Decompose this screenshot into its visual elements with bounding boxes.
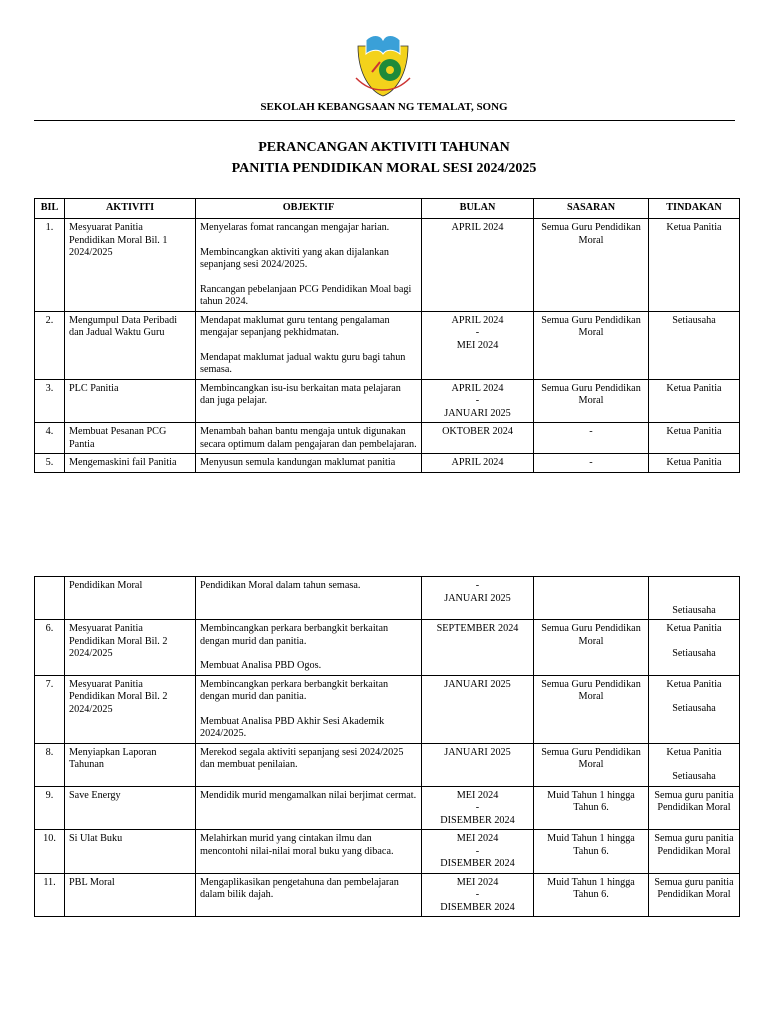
- cell-bulan: [422, 786, 534, 830]
- activity-name: Mengemaskini fail Panitia: [69, 457, 177, 468]
- table-row: [35, 311, 740, 379]
- month-line: -: [475, 845, 480, 857]
- cell-bil: [35, 873, 65, 917]
- month-line: SEPTEMBER 2024: [436, 623, 519, 634]
- row-number: 3.: [45, 382, 54, 394]
- action-text: Semua guru panitia Pendidikan Moral: [654, 833, 734, 857]
- table-row: [35, 219, 740, 312]
- month-line: DISEMBER 2024: [440, 901, 515, 913]
- objective-text: Membincangkan isu-isu berkaitan mata pelajaran dan juga pelajar.: [200, 382, 401, 406]
- cell-bulan: [422, 454, 534, 473]
- action-text: Setiausaha: [672, 771, 716, 782]
- cell-bil: [35, 311, 65, 379]
- cell-sasaran: [534, 454, 649, 473]
- cell-sasaran: [534, 786, 649, 830]
- cell-tindakan: [649, 675, 740, 743]
- row-number: 9.: [45, 789, 54, 801]
- target-text: Muid Tahun 1 hingga Tahun 6.: [547, 789, 635, 813]
- row-number: 4.: [45, 426, 54, 437]
- month-line: JANUARI 2025: [444, 592, 511, 604]
- activity-name: Mengumpul Data Peribadi dan Jadual Waktu Guru: [69, 314, 178, 338]
- target-text: -: [589, 457, 593, 468]
- row-number: 6.: [45, 623, 54, 634]
- action-text: Ketua Panitia: [666, 678, 722, 690]
- cell-sasaran: [534, 620, 649, 676]
- objective-text: Mengaplikasikan pengetahuna dan pembelajaran dalam bilik dajah.: [200, 876, 399, 900]
- objective-text: Melahirkan murid yang cintakan ilmu dan mencontohi nilai-nilai moral buku yang dibaca.: [200, 833, 394, 857]
- target-text: Semua Guru Pendidikan Moral: [541, 746, 641, 770]
- cell-tindakan: [649, 219, 740, 312]
- month-line: -: [475, 802, 480, 813]
- cell-tindakan: [649, 577, 740, 620]
- cell-tindakan: [649, 379, 740, 423]
- row-number: 7.: [45, 678, 54, 690]
- cell-bil: [35, 620, 65, 676]
- month-line: JANUARI 2025: [444, 678, 511, 690]
- activity-name: PBL Moral: [69, 876, 115, 888]
- table-header-row: [35, 199, 740, 219]
- action-text: Ketua Panitia: [666, 457, 722, 468]
- school-name: SEKOLAH KEBANGSAAN NG TEMALAT, SONG: [260, 101, 508, 113]
- cell-aktiviti: [65, 379, 196, 423]
- cell-objektif: [196, 620, 422, 676]
- objective-text: Membincangkan perkara berbangkit berkaitan dengan murid dan panitia.: [200, 678, 389, 702]
- cell-bil: [35, 577, 65, 620]
- activity-name: Mesyuarat Panitia Pendidikan Moral Bil. 1 2024/2025: [69, 222, 168, 258]
- row-number: 11.: [43, 876, 56, 888]
- month-line: -: [475, 395, 480, 406]
- table-row: [35, 873, 740, 917]
- row-number: 8.: [45, 746, 54, 758]
- target-text: Semua Guru Pendidikan Moral: [541, 314, 641, 338]
- objective-text: Membuat Analisa PBD Ogos.: [200, 660, 322, 671]
- action-text: Ketua Panitia: [666, 623, 722, 634]
- activity-table-part2: [34, 576, 740, 917]
- col-header-sasaran: SASARAN: [534, 199, 649, 219]
- cell-sasaran: [534, 423, 649, 454]
- month-line: MEI 2024: [456, 833, 499, 844]
- cell-objektif: [196, 311, 422, 379]
- table-row: [35, 379, 740, 423]
- action-text: Ketua Panitia: [666, 222, 722, 233]
- target-text: Semua Guru Pendidikan Moral: [541, 678, 641, 702]
- cell-objektif: [196, 219, 422, 312]
- cell-bil: [35, 219, 65, 312]
- month-line: -: [475, 580, 480, 591]
- table-row: [35, 620, 740, 676]
- activity-table-part1: [34, 198, 740, 473]
- cell-objektif: [196, 786, 422, 830]
- action-text: Ketua Panitia: [666, 426, 722, 437]
- cell-bulan: [422, 743, 534, 786]
- activity-name: Membuat Pesanan PCG Pantia: [69, 426, 167, 450]
- action-text: Setiausaha: [672, 314, 716, 326]
- table-row: [35, 423, 740, 454]
- document-title-line2: PANITIA PENDIDIKAN MORAL SESI 2024/2025: [231, 161, 537, 176]
- cell-bil: [35, 423, 65, 454]
- row-number: 1.: [45, 222, 54, 233]
- month-line: APRIL 2024: [451, 222, 504, 233]
- cell-aktiviti: [65, 219, 196, 312]
- objective-text: Membincangkan aktiviti yang akan dijalankan sepanjang sesi 2024/2025.: [200, 246, 389, 270]
- col-header-objektif: OBJEKTIF: [196, 199, 422, 219]
- cell-bil: [35, 830, 65, 874]
- objective-text: Membuat Analisa PBD Akhir Sesi Akademik 2024/2025.: [200, 715, 385, 739]
- col-header-bulan: BULAN: [422, 199, 534, 219]
- cell-tindakan: [649, 873, 740, 917]
- cell-aktiviti: [65, 577, 196, 620]
- objective-text: Menambah bahan bantu mengaja untuk digunakan secara optimum dalam pengajaran dan pembelajaran.: [200, 426, 417, 450]
- activity-name: Menyiapkan Laporan Tahunan: [69, 746, 157, 770]
- cell-bulan: [422, 379, 534, 423]
- cell-aktiviti: [65, 423, 196, 454]
- cell-bil: [35, 675, 65, 743]
- row-number: 2.: [45, 314, 54, 326]
- cell-aktiviti: [65, 454, 196, 473]
- cell-sasaran: [534, 830, 649, 874]
- objective-text: Membincangkan perkara berbangkit berkaitan dengan murid dan panitia.: [200, 623, 389, 647]
- activity-name: Save Energy: [69, 789, 121, 801]
- table-row: [35, 743, 740, 786]
- activity-name: Mesyuarat Panitia Pendidikan Moral Bil. 2 2024/2025: [69, 678, 168, 715]
- action-text: Semua guru panitia Pendidikan Moral: [654, 789, 734, 813]
- objective-text: Rancangan pebelanjaan PCG Pendidikan Moal bagi tahun 2024.: [200, 283, 412, 307]
- cell-bulan: [422, 830, 534, 874]
- cell-objektif: [196, 675, 422, 743]
- cell-tindakan: [649, 620, 740, 676]
- target-text: -: [589, 426, 593, 437]
- cell-sasaran: [534, 675, 649, 743]
- cell-aktiviti: [65, 311, 196, 379]
- cell-bulan: [422, 873, 534, 917]
- cell-tindakan: [649, 743, 740, 786]
- cell-aktiviti: [65, 830, 196, 874]
- cell-bil: [35, 743, 65, 786]
- action-text: Setiausaha: [672, 604, 716, 616]
- month-line: OKTOBER 2024: [442, 426, 513, 437]
- cell-sasaran: [534, 379, 649, 423]
- month-line: JANUARI 2025: [444, 746, 511, 758]
- cell-aktiviti: [65, 786, 196, 830]
- cell-tindakan: [649, 423, 740, 454]
- cell-aktiviti: [65, 675, 196, 743]
- cell-aktiviti: [65, 743, 196, 786]
- objective-text: Merekod segala aktiviti sepanjang sesi 2024/2025 dan membuat penilaian.: [200, 746, 404, 770]
- table-row: [35, 577, 740, 620]
- month-line: DISEMBER 2024: [440, 858, 515, 869]
- objective-text: Menyelaras fomat rancangan mengajar harian.: [200, 222, 390, 233]
- month-line: MEI 2024: [456, 789, 499, 801]
- table-row: [35, 675, 740, 743]
- cell-sasaran: [534, 311, 649, 379]
- target-text: Muid Tahun 1 hingga Tahun 6.: [547, 876, 635, 900]
- cell-aktiviti: [65, 873, 196, 917]
- activity-name: PLC Panitia: [69, 382, 119, 394]
- cell-bil: [35, 786, 65, 830]
- cell-sasaran: [534, 743, 649, 786]
- target-text: Semua Guru Pendidikan Moral: [541, 222, 641, 246]
- cell-tindakan: [649, 454, 740, 473]
- cell-objektif: [196, 423, 422, 454]
- cell-bulan: [422, 620, 534, 676]
- school-crest-logo: [352, 32, 414, 98]
- cell-sasaran: [534, 577, 649, 620]
- month-line: MEI 2024: [456, 876, 499, 888]
- activity-name: Mesyuarat Panitia Pendidikan Moral Bil. 2 2024/2025: [69, 623, 168, 659]
- target-text: Muid Tahun 1 hingga Tahun 6.: [547, 833, 635, 857]
- month-line: -: [475, 889, 480, 900]
- action-text: Semua guru panitia Pendidikan Moral: [654, 876, 734, 900]
- col-header-aktiviti: AKTIVITI: [65, 199, 196, 219]
- cell-bil: [35, 379, 65, 423]
- month-line: -: [475, 327, 480, 338]
- objective-text: Mendidik murid mengamalkan nilai berjimat cermat.: [200, 789, 417, 801]
- action-text: Ketua Panitia: [666, 382, 722, 394]
- month-line: DISEMBER 2024: [440, 814, 515, 826]
- cell-tindakan: [649, 311, 740, 379]
- cell-bulan: [422, 219, 534, 312]
- col-header-bil: BIL: [35, 199, 65, 219]
- row-number: 10.: [43, 833, 56, 844]
- cell-tindakan: [649, 786, 740, 830]
- cell-aktiviti: [65, 620, 196, 676]
- month-line: MEI 2024: [456, 339, 499, 351]
- cell-bulan: [422, 423, 534, 454]
- month-line: APRIL 2024: [451, 457, 504, 468]
- target-text: Semua Guru Pendidikan Moral: [541, 623, 641, 647]
- action-text: Setiausaha: [672, 703, 716, 714]
- action-text: Setiausaha: [672, 647, 716, 659]
- cell-objektif: [196, 743, 422, 786]
- month-line: APRIL 2024: [451, 382, 504, 394]
- cell-objektif: [196, 454, 422, 473]
- document-title-line1: PERANCANGAN AKTIVITI TAHUNAN: [258, 140, 510, 155]
- cell-bil: [35, 454, 65, 473]
- objective-text: Menyusun semula kandungan maklumat panitia: [200, 457, 396, 468]
- table-row: [35, 830, 740, 874]
- row-number: 5.: [45, 457, 54, 468]
- cell-tindakan: [649, 830, 740, 874]
- cell-bulan: [422, 577, 534, 620]
- cell-bulan: [422, 311, 534, 379]
- action-text: Ketua Panitia: [666, 746, 722, 758]
- cell-objektif: [196, 577, 422, 620]
- objective-text: Mendapat maklumat jadual waktu guru bagi tahun semasa.: [200, 351, 406, 375]
- objective-text: Pendidikan Moral dalam tahun semasa.: [200, 580, 361, 591]
- objective-text: Mendapat maklumat guru tentang pengalaman mengajar sepanjang pekhidmatan.: [200, 314, 390, 338]
- cell-sasaran: [534, 219, 649, 312]
- header-divider: [34, 120, 735, 121]
- month-line: JANUARI 2025: [444, 407, 511, 419]
- cell-objektif: [196, 830, 422, 874]
- month-line: APRIL 2024: [451, 314, 504, 326]
- activity-name: Pendidikan Moral: [69, 580, 143, 591]
- action-text: [653, 580, 735, 593]
- cell-objektif: [196, 873, 422, 917]
- target-text: Semua Guru Pendidikan Moral: [541, 382, 641, 406]
- cell-objektif: [196, 379, 422, 423]
- cell-sasaran: [534, 873, 649, 917]
- table-row: [35, 786, 740, 830]
- table-row: [35, 454, 740, 473]
- col-header-tindakan: TINDAKAN: [649, 199, 740, 219]
- activity-name: Si Ulat Buku: [69, 833, 123, 844]
- cell-bulan: [422, 675, 534, 743]
